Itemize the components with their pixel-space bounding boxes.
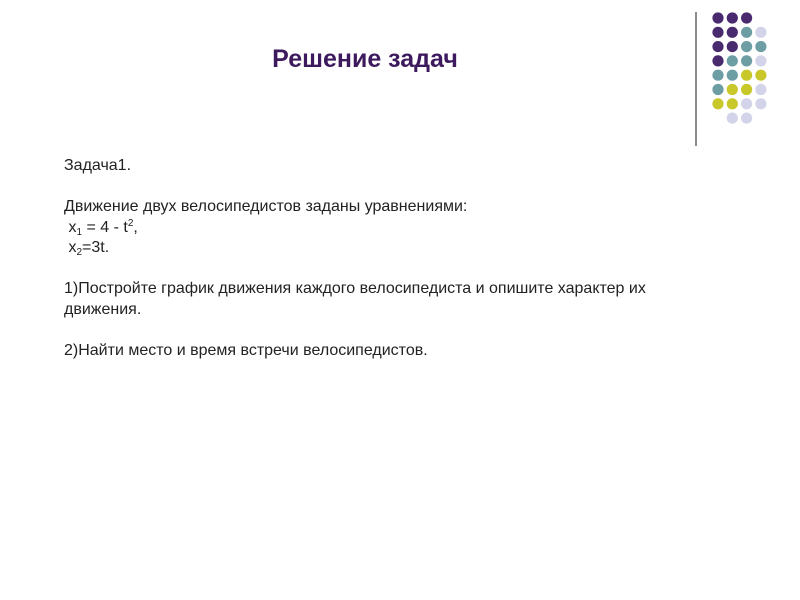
decorative-dot (755, 27, 766, 38)
decorative-dot (741, 55, 752, 66)
decorative-dot-grid (0, 0, 800, 140)
decorative-dot (755, 84, 766, 95)
decorative-dot (755, 41, 766, 52)
decorative-dot (712, 84, 723, 95)
equation-1-tail: , (133, 218, 138, 236)
decorative-dot (741, 12, 752, 23)
decorative-dot (712, 12, 723, 23)
decorative-dot (727, 98, 738, 109)
decorative-dot (741, 41, 752, 52)
decorative-dot (712, 27, 723, 38)
decorative-dot (741, 113, 752, 124)
decorative-dot (727, 70, 738, 81)
equation-1-rhs: = 4 - t (82, 218, 128, 236)
blank-line (64, 320, 724, 341)
decorative-dot (755, 70, 766, 81)
decorative-dot (741, 70, 752, 81)
decorative-dot (741, 27, 752, 38)
decorative-dot (741, 98, 752, 109)
decorative-dot (755, 55, 766, 66)
question-1: 1)Постройте график движения каждого велосипедиста и опишите характер их движения. (64, 280, 651, 318)
task-intro: Движение двух велосипедистов заданы уравнениями: (64, 198, 468, 215)
decorative-dot (712, 55, 723, 66)
question-2: 2)Найти место и время встречи велосипедистов. (64, 341, 428, 359)
decorative-dot (727, 41, 738, 52)
decorative-dot (712, 70, 723, 81)
equation-1-exponent: 2 (127, 217, 134, 229)
decorative-dot (712, 41, 723, 52)
task-heading: Задача1. (64, 157, 132, 174)
equation-2 (64, 238, 724, 259)
equation-2-var: x (68, 239, 77, 256)
decorative-dot (727, 27, 738, 38)
blank-line (64, 177, 724, 198)
decorative-dot (741, 84, 752, 95)
decorative-dot (727, 12, 738, 23)
decorative-dot (712, 98, 723, 109)
equation-1-var: x (68, 218, 77, 236)
decorative-dot (727, 55, 738, 66)
equation-2-rhs: =3t. (82, 239, 110, 256)
decorative-dot (727, 113, 738, 124)
decorative-dot (755, 98, 766, 109)
slide-body (64, 156, 724, 361)
equation-2-subscript: 2 (76, 247, 83, 258)
equation-1-subscript: 1 (76, 226, 83, 238)
equation-1 (64, 218, 724, 239)
blank-line (64, 259, 724, 280)
slide-title: Решение задач (272, 45, 458, 73)
decorative-dot (727, 84, 738, 95)
